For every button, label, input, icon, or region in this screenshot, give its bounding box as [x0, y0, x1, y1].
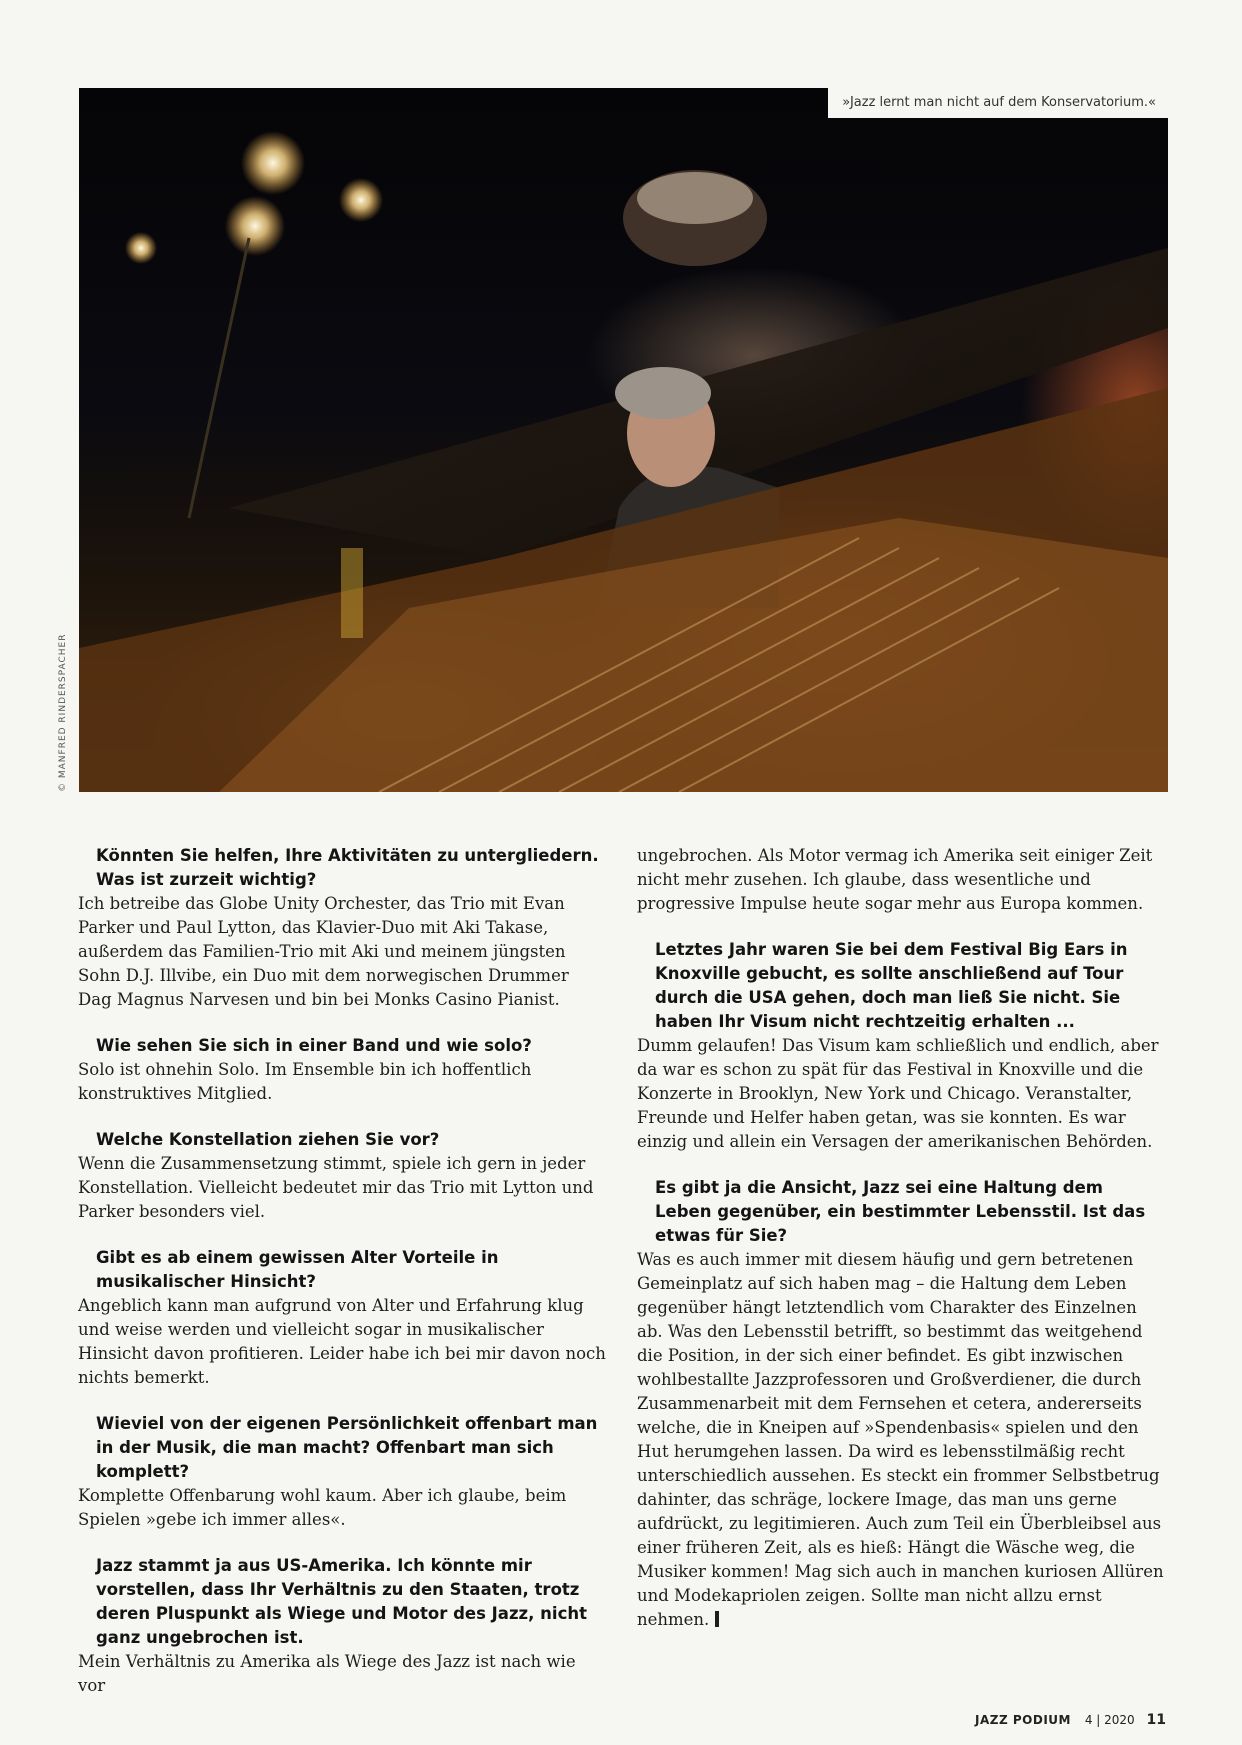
left-column: [78, 844, 606, 1698]
question: Letztes Jahr waren Sie bei dem Festival Big Ears in Knoxville gebucht, es sollte anschließend auf Tour durch die USA gehen, doch man ließ Sie nicht. Sie haben Ihr Visum nicht rechtzeitig erhalten ...: [655, 940, 1128, 1031]
end-mark-icon: [715, 1611, 719, 1627]
answer: Angeblich kann man aufgrund von Alter und Erfahrung klug und weise werden und vielleicht sogar in musikalischer Hinsicht davon profitieren. Leider habe ich bei mir davon noch nichts bemerkt.: [78, 1296, 606, 1387]
answer: Dumm gelaufen! Das Visum kam schließlich und endlich, aber da war es schon zu spät für das Festival in Knoxville und die Konzerte in Brooklyn, New York und Chicago. Veranstalter, Freunde und Helfer haben getan, was sie konnten. Es war einzig und allein ein Versagen der amerikanischen Behörden.: [637, 1036, 1159, 1151]
question: Gibt es ab einem gewissen Alter Vorteile in musikalischer Hinsicht?: [96, 1248, 499, 1291]
glass: [341, 548, 363, 638]
pianist-hair: [615, 367, 711, 419]
page-number: 11: [1146, 1712, 1166, 1728]
answer: [637, 1248, 1165, 1632]
answer: Mein Verhältnis zu Amerika als Wiege des Jazz ist nach wie vor: [78, 1652, 576, 1695]
question: Könnten Sie helfen, Ihre Aktivitäten zu untergliedern. Was ist zurzeit wichtig?: [96, 846, 599, 889]
concert-photo: [79, 88, 1168, 792]
answer: Komplette Offenbarung wohl kaum. Aber ich glaube, beim Spielen »gebe ich immer alles«.: [78, 1486, 567, 1529]
magazine-name: JAZZ PODIUM: [975, 1713, 1071, 1727]
question: Wie sehen Sie sich in einer Band und wie solo?: [96, 1036, 532, 1055]
photo-caption: »Jazz lernt man nicht auf dem Konservatorium.«: [828, 88, 1168, 118]
photo-credit: © MANFRED RINDERSPACHER: [58, 633, 68, 792]
stage-light: [339, 178, 383, 222]
question: Welche Konstellation ziehen Sie vor?: [96, 1130, 440, 1149]
question: Es gibt ja die Ansicht, Jazz sei eine Haltung dem Leben gegenüber, ein bestimmter Lebensstil. Ist das etwas für Sie?: [655, 1178, 1146, 1245]
question: Jazz stammt ja aus US-Amerika. Ich könnte mir vorstellen, dass Ihr Verhältnis zu den Staaten, trotz deren Pluspunkt als Wiege und Motor des Jazz, nicht ganz ungebrochen ist.: [96, 1556, 587, 1647]
issue-number: 4 | 2020: [1084, 1713, 1135, 1727]
reflection: [637, 172, 753, 224]
mic-stand: [189, 238, 249, 518]
question: Wieviel von der eigenen Persönlichkeit offenbart man in der Musik, die man macht? Offenbart man sich komplett?: [96, 1414, 598, 1481]
answer: Ich betreibe das Globe Unity Orchester, das Trio mit Evan Parker und Paul Lytton, das Klavier-Duo mit Aki Takase, außerdem das Familien-Trio mit Aki und meinem jüngsten Sohn D.J. Illvibe, ein Duo mit dem norwegischen Drummer Dag Magnus Narvesen und bin bei Monks Casino Pianist.: [78, 894, 569, 1009]
stage-light: [225, 196, 285, 256]
stage-light: [125, 232, 157, 264]
answer: Solo ist ohnehin Solo. Im Ensemble bin ich hoffentlich konstruktives Mitglied.: [78, 1060, 532, 1103]
answer: Wenn die Zusammensetzung stimmt, spiele ich gern in jeder Konstellation. Vielleicht bedeutet mir das Trio mit Lytton und Parker besonders viel.: [78, 1154, 594, 1221]
stage-light: [241, 131, 305, 195]
page-footer: [975, 1712, 1166, 1728]
answer-text: Was es auch immer mit diesem häufig und gern betretenen Gemeinplatz auf sich haben mag – die Haltung dem Leben gegenüber hängt letztendlich vom Charakter des Einzelnen ab. Was den Lebensstil betrifft, so bestimmt das weitgehend die Position, in der sich einer befindet. Es gibt inzwischen wohlbestallte Jazzprofessoren und Großverdiener, die durch Zusammenarbeit mit dem Fernsehen et cetera, andererseits welche, die in Kneipen auf »Spendenbasis« spielen und den Hut herumgehen lassen. Da wird es lebensstilmäßig recht unterschiedlich aussehen. Es steckt ein frommer Selbstbetrug dahinter, das schräge, lockere Image, das man uns gerne aufdrückt, zu legitimieren. Auch zum Teil ein Überbleibsel aus einer früheren Zeit, als es hieß: Hängt die Wäsche weg, die Musiker kommen! Mag sich auch in manchen kuriosen Allüren und Modekapriolen zeigen. Sollte man nicht allzu ernst nehmen.: [637, 1250, 1164, 1629]
answer-continuation: ungebrochen. Als Motor vermag ich Amerika seit einiger Zeit nicht mehr zusehen. Ich glaube, dass wesentliche und progressive Impulse heute sogar mehr aus Europa kommen.: [637, 846, 1153, 913]
right-column: [637, 844, 1165, 1632]
pianist-illustration: [79, 88, 1168, 792]
